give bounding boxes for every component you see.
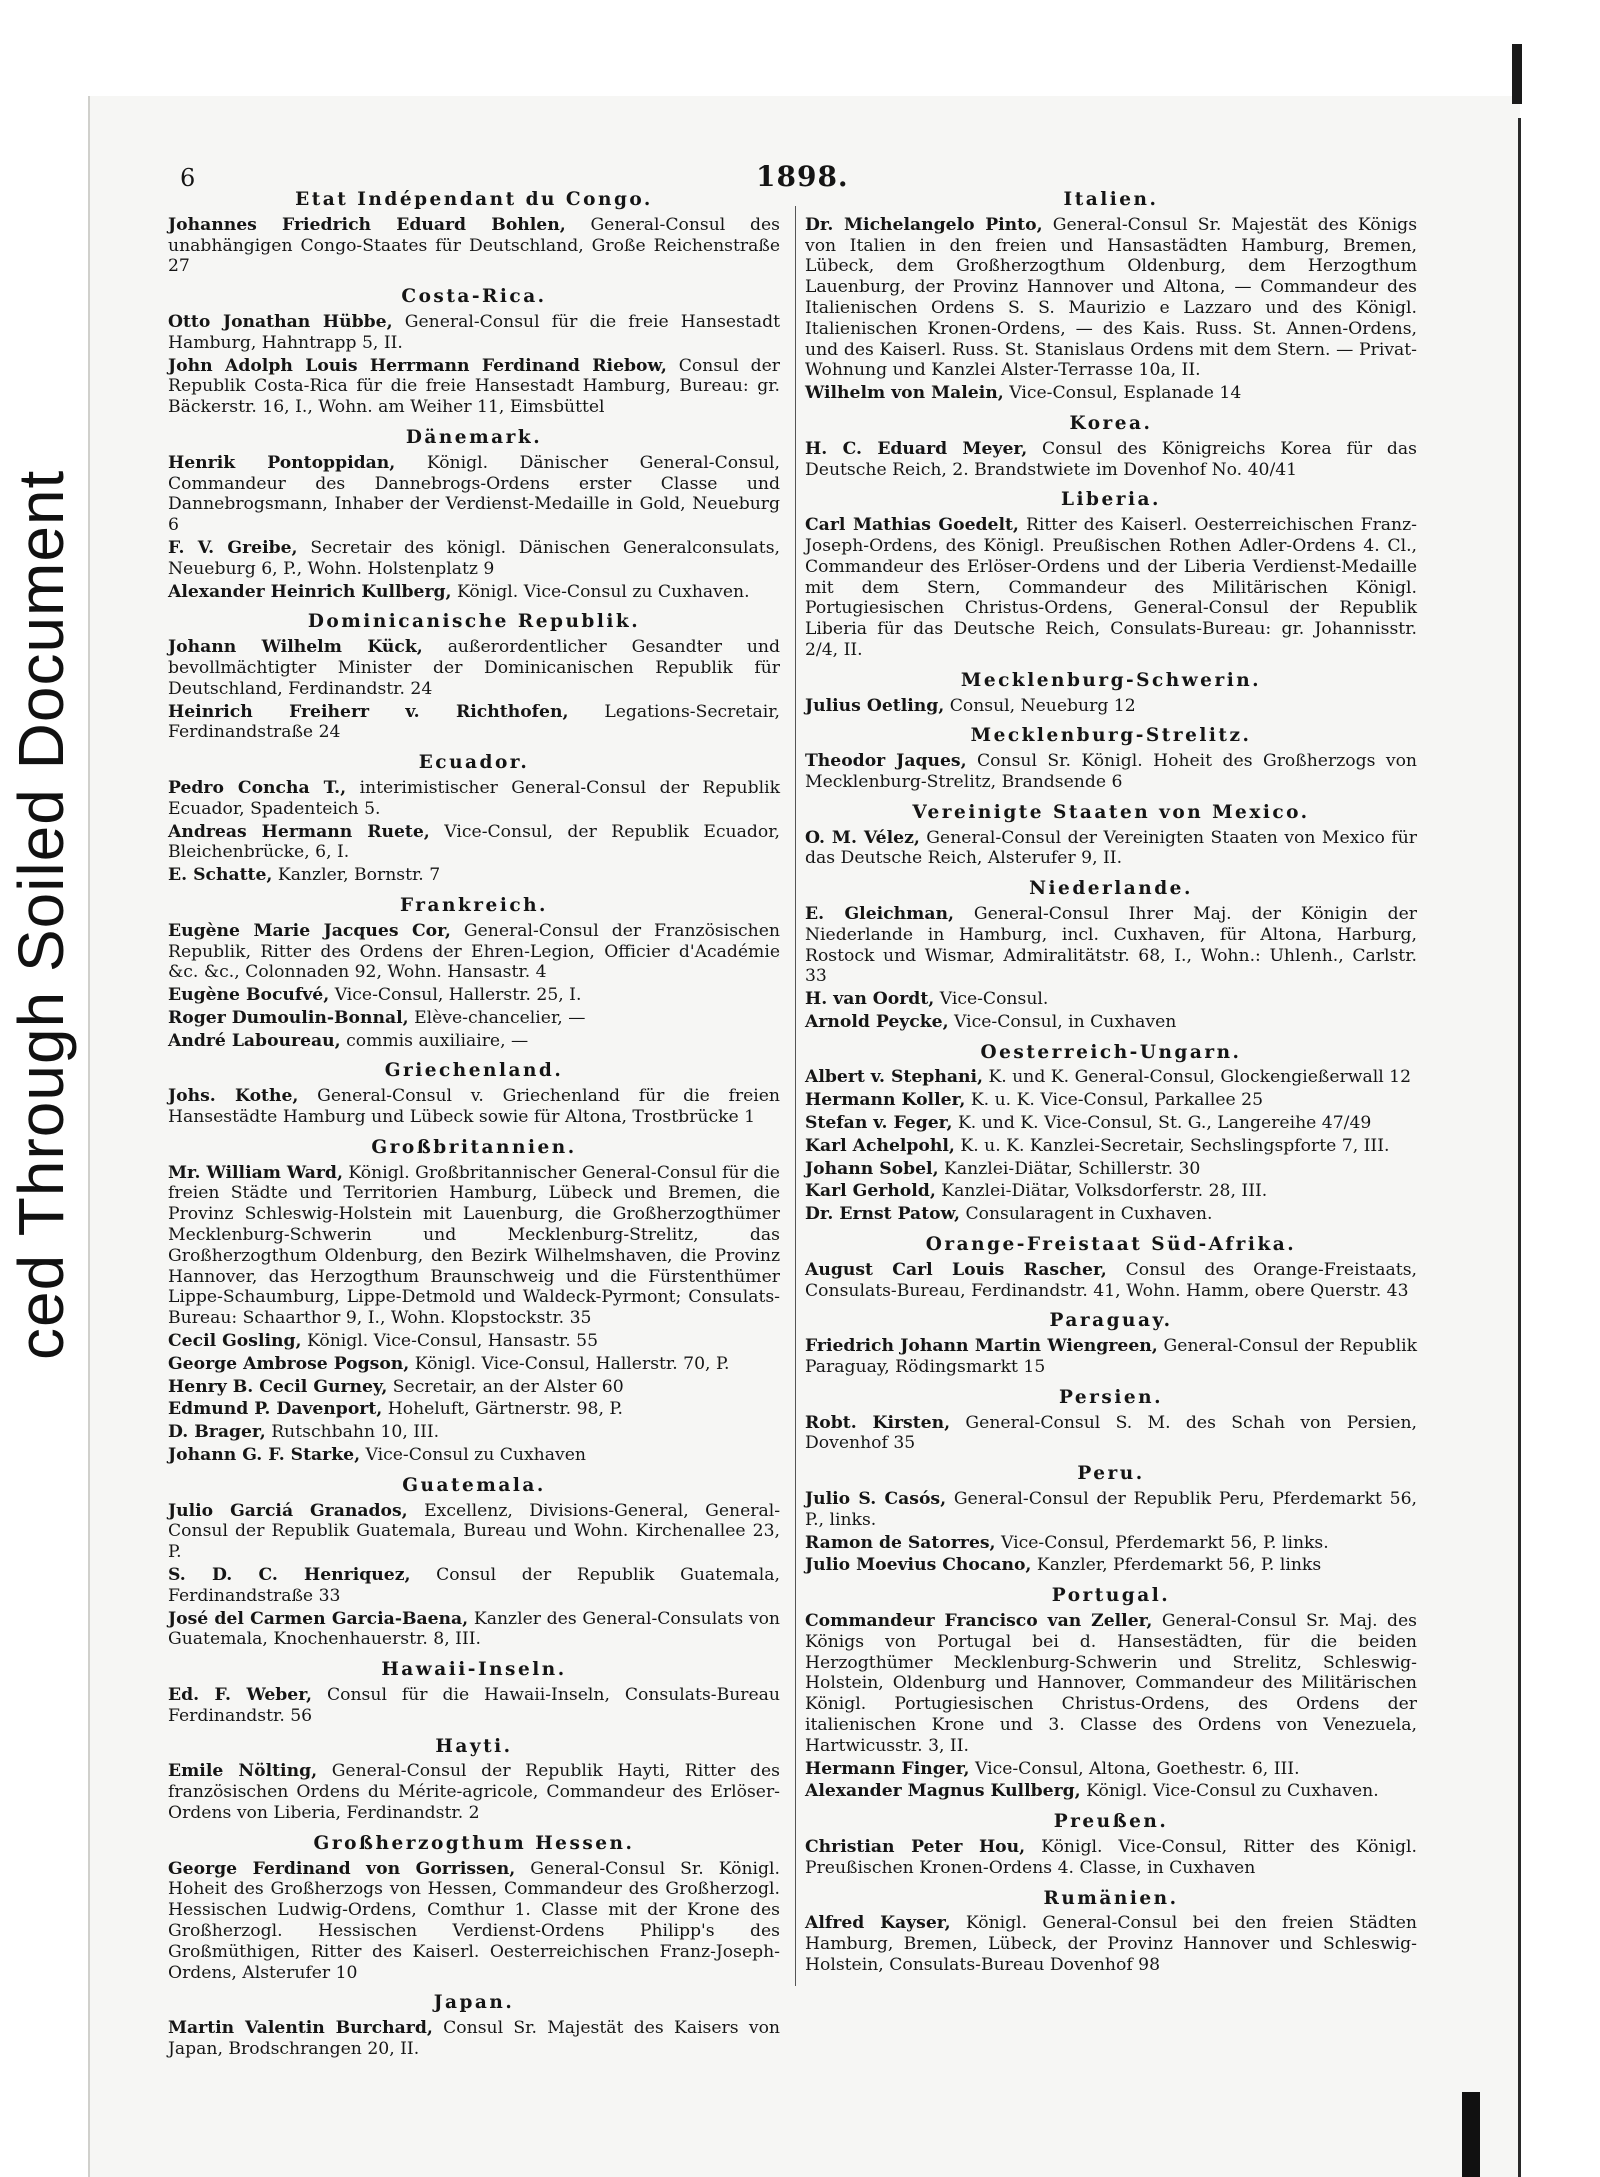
section-heading: Liberia. xyxy=(1061,489,1161,511)
consul-details: K. u. K. Vice-Consul, Parkallee 25 xyxy=(970,1090,1264,1111)
consul-entry xyxy=(805,1067,1417,1088)
section-heading: Niederlande. xyxy=(1029,878,1193,900)
consul-entry xyxy=(168,1354,780,1375)
consul-details: Kanzlei-Diätar, Volksdorferstr. 28, III. xyxy=(941,1181,1268,1202)
consul-name: Pedro Concha T., xyxy=(168,777,347,798)
consul-entry xyxy=(168,1565,780,1607)
consul-details: K. und K. Vice-Consul, St. G., Langereihe 47/49 xyxy=(957,1113,1372,1134)
consul-name: Ramon de Satorres, xyxy=(805,1532,996,1553)
consul-name: E. Gleichman, xyxy=(805,903,954,924)
consul-entry xyxy=(805,1413,1417,1455)
consul-name: Johs. Kothe, xyxy=(168,1086,299,1107)
consul-entry xyxy=(168,1501,780,1563)
consulate-section xyxy=(805,671,1417,717)
consul-entry xyxy=(168,1609,780,1651)
consul-name: E. Schatte, xyxy=(168,865,273,886)
page-year: 1898. xyxy=(756,160,849,193)
consulate-section xyxy=(168,1834,780,1984)
consul-entry xyxy=(805,383,1417,404)
consul-name: Stefan v. Feger, xyxy=(805,1113,953,1134)
section-heading: Italien. xyxy=(1063,189,1159,210)
consul-name: George Ferdinand von Gorrissen, xyxy=(168,1858,516,1879)
consul-details: Kanzler, Pferdemarkt 56, P. links xyxy=(1036,1555,1322,1576)
section-heading: Ecuador. xyxy=(418,752,530,774)
consul-name: Alexander Heinrich Kullberg, xyxy=(168,581,452,602)
consul-entry xyxy=(168,1399,780,1420)
consul-details: Consul der Republik Guatemala, Ferdinandstraße 33 xyxy=(168,1565,781,1606)
consul-details: Ritter des Kaiserl. Oesterreichischen Franz-Joseph-Ordens, des Königl. Preußischen Rothen Adler-Ordens 4. Cl., Commandeur des Erlöser-Ordens und der Liberia Verdienst-Medaille mit dem Stern, Commandeur des Militärischen Königl. Portugiesischen Christus-Ordens, General-Consul der Republik Liberia für das Deutsche Reich, Consulats-Bureau: gr. Johannisstr. 2/4, II. xyxy=(805,515,1417,660)
consul-name: Albert v. Stephani, xyxy=(805,1067,983,1088)
consul-details: Consul Sr. Königl. Hoheit des Großherzogs von Mecklenburg-Strelitz, Brandsende 6 xyxy=(805,751,1417,792)
consul-name: H. C. Eduard Meyer, xyxy=(805,438,1028,459)
consul-details: Vice-Consul. xyxy=(939,989,1049,1010)
consul-details: General-Consul der Republik Peru, Pferdemarkt 56, P., links. xyxy=(805,1489,1417,1530)
consul-details: General-Consul v. Griechenland für die freien Hansestädte Hamburg und Lübeck sowie für Altona, Trostbrücke 1 xyxy=(168,1086,780,1128)
bottom-mark xyxy=(1462,2092,1480,2177)
consul-name: Arnold Peycke, xyxy=(805,1011,949,1032)
consul-entry xyxy=(168,2018,780,2060)
consul-entry xyxy=(805,515,1417,661)
consul-entry xyxy=(168,1331,780,1352)
consul-name: Christian Peter Hou, xyxy=(805,1836,1026,1857)
consul-details: Königl. Vice-Consul, Hansastr. 55 xyxy=(306,1331,599,1352)
section-heading: Korea. xyxy=(1069,412,1153,434)
consul-entry xyxy=(168,985,780,1006)
section-heading: Dominicanische Republik. xyxy=(307,611,641,633)
consul-name: Julius Oetling, xyxy=(805,695,945,716)
consul-details: Vice-Consul, in Cuxhaven xyxy=(954,1011,1177,1032)
consulate-section xyxy=(168,1993,780,2059)
consul-details: commis auxiliaire, — xyxy=(346,1030,529,1051)
section-heading: Großherzogthum Hessen. xyxy=(313,1832,635,1854)
consul-entry xyxy=(805,1336,1417,1378)
section-heading: Peru. xyxy=(1077,1463,1145,1485)
consul-entry xyxy=(168,1445,780,1466)
consulate-section xyxy=(168,753,780,886)
consul-name: George Ambrose Pogson, xyxy=(168,1353,410,1374)
column-rule xyxy=(795,206,796,1986)
consul-details: Vice-Consul, Pferdemarkt 56, P. links. xyxy=(1001,1532,1329,1553)
consul-name: Julio S. Casós, xyxy=(805,1489,947,1510)
consul-name: Dr. Ernst Patow, xyxy=(805,1204,960,1225)
consul-name: Theodor Jaques, xyxy=(805,751,967,772)
consul-name: D. Brager, xyxy=(168,1422,266,1443)
consul-name: Johann Sobel, xyxy=(805,1158,939,1179)
consulate-section xyxy=(168,1737,780,1824)
consul-details: interimistischer General-Consul der Republik Ecuador, Spadenteich 5. xyxy=(168,777,780,819)
consulate-section xyxy=(805,1586,1417,1802)
section-heading: Guatemala. xyxy=(402,1474,546,1496)
consul-entry xyxy=(168,1163,780,1329)
consul-entry xyxy=(168,702,780,744)
section-heading: Mecklenburg-Schwerin. xyxy=(960,669,1262,691)
consul-entry xyxy=(805,989,1417,1010)
consulate-section xyxy=(805,1889,1417,1976)
consul-entry xyxy=(805,751,1417,793)
consul-entry xyxy=(168,453,780,536)
consul-details: Vice-Consul, der Republik Ecuador, Bleichenbrücke, 6, I. xyxy=(168,821,781,863)
consul-details: General-Consul Sr. Königl. Hoheit des Großherzogs von Hessen, Commandeur des Großherzogl. Hessischen Ludwig-Ordens, Comthur 1. Classe mit der Krone des Großherzogl. Hessischen Verdienst-Ordens Philipp's des Großmüthigen, Ritter des Kaiserl. Oesterreichischen Franz-Joseph-Ordens, Alsterufer 10 xyxy=(168,1858,781,1983)
consul-entry xyxy=(168,538,780,580)
consul-name: Commandeur Francisco van Zeller, xyxy=(805,1611,1153,1632)
consul-entry xyxy=(805,1090,1417,1111)
section-heading: Dänemark. xyxy=(405,426,543,448)
consul-entry xyxy=(168,1761,780,1823)
soiled-document-stamp: ced Through Soiled Document xyxy=(5,469,77,1360)
consul-name: H. van Oordt, xyxy=(805,989,935,1010)
consul-name: Karl Gerhold, xyxy=(805,1181,936,1202)
consul-details: Excellenz, Divisions-General, General-Consul der Republik Guatemala, Bureau und Wohn. Kirchenallee 23, P. xyxy=(168,1500,781,1563)
consulate-section xyxy=(168,1476,780,1650)
consul-details: Consul Sr. Majestät des Kaisers von Japan, Brodschrangen 20, II. xyxy=(168,2018,780,2059)
consul-details: General-Consul des unabhängigen Congo-Staates für Deutschland, Große Reichenstraße 27 xyxy=(168,214,780,277)
consul-details: K. und K. General-Consul, Glockengießerwall 12 xyxy=(988,1067,1412,1088)
consul-entry xyxy=(805,1159,1417,1180)
consulate-section xyxy=(168,1138,780,1466)
consul-entry xyxy=(168,1422,780,1443)
consulate-section xyxy=(168,428,780,602)
consul-name: André Laboureau, xyxy=(168,1030,341,1051)
consul-details: Königl. General-Consul bei den freien Städten Hamburg, Bremen, Lübeck, der Provinz Hannover und Schleswig-Holstein, Consulats-Bureau Dovenhof 98 xyxy=(805,1913,1417,1975)
section-heading: Mecklenburg-Strelitz. xyxy=(970,725,1252,747)
section-heading: Etat Indépendant du Congo. xyxy=(295,189,653,210)
consulate-section xyxy=(805,414,1417,480)
section-heading: Vereinigte Staaten von Mexico. xyxy=(912,801,1310,823)
consul-name: Martin Valentin Burchard, xyxy=(168,2018,433,2039)
consul-details: Königl. Vice-Consul zu Cuxhaven. xyxy=(457,581,750,602)
consul-details: Consul, Neueburg 12 xyxy=(949,695,1136,716)
consul-entry xyxy=(168,865,780,886)
consul-entry xyxy=(168,822,780,864)
consul-name: Roger Dumoulin-Bonnal, xyxy=(168,1007,409,1028)
consul-entry xyxy=(168,312,780,354)
consulate-section xyxy=(805,1388,1417,1454)
consul-name: Mr. William Ward, xyxy=(168,1162,343,1183)
consul-details: Consul der Republik Costa-Rica für die freie Hansestadt Hamburg, Bureau: gr. Bäckerstr. 16, I., Wohn. am Weiher 11, Eimsbüttel xyxy=(168,355,780,418)
consulate-section xyxy=(805,803,1417,869)
consulate-section xyxy=(805,190,1417,404)
consulate-section xyxy=(168,190,780,277)
consul-details: General-Consul der Vereinigten Staaten von Mexico für das Deutsche Reich, Alsterufer 9, II. xyxy=(805,827,1417,869)
consul-entry xyxy=(805,1555,1417,1576)
page-edge xyxy=(1518,118,1521,2177)
consul-details: Kanzler, Bornstr. 7 xyxy=(277,865,441,886)
consul-details: Vice-Consul zu Cuxhaven xyxy=(365,1445,586,1466)
section-heading: Paraguay. xyxy=(1049,1310,1173,1332)
consul-details: Consul für die Hawaii-Inseln, Consulats-Bureau Ferdinandstr. 56 xyxy=(168,1685,780,1726)
consul-entry xyxy=(805,1260,1417,1302)
consul-details: Rutschbahn 10, III. xyxy=(271,1422,440,1443)
consul-details: General-Consul Sr. Majestät des Königs von Italien in den freien und Hansastädten Hamburg, Bremen, Lübeck, dem Großherzogthum Oldenburg, dem Herzogthum Lauenburg, der Provinz Hannover und Altona, — Commandeur des Italienischen Ordens S. S. Maurizio e Lazzaro und des Königl. Italienischen Kronen-Ordens, — des Kais. Russ. St. Annen-Ordens, und des Kaiserl. Russ. St. Stanislaus Ordens mit dem Stern. — Privat-Wohnung und Kanzlei Alster-Terrasse 10a, II. xyxy=(805,214,1418,381)
consul-details: Secretair, an der Alster 60 xyxy=(392,1376,624,1397)
consul-entry xyxy=(805,1611,1417,1757)
consul-name: Johann Wilhelm Kück, xyxy=(168,637,423,658)
consul-details: Vice-Consul, Hallerstr. 25, I. xyxy=(334,985,582,1006)
consul-details: Königl. Vice-Consul zu Cuxhaven. xyxy=(1086,1781,1379,1802)
consul-name: John Adolph Louis Herrmann Ferdinand Riebow, xyxy=(168,355,667,376)
consul-name: Alfred Kayser, xyxy=(805,1913,951,1934)
consul-details: Consul des Orange-Freistaats, Consulats-Bureau, Ferdinandstr. 41, Wohn. Hamm, obere Querstr. 43 xyxy=(805,1259,1417,1301)
consul-name: Karl Achelpohl, xyxy=(805,1135,955,1156)
consul-name: August Carl Louis Rascher, xyxy=(805,1259,1107,1280)
consulate-section xyxy=(168,612,780,743)
consul-entry xyxy=(805,1781,1417,1802)
consul-name: Dr. Michelangelo Pinto, xyxy=(805,214,1043,235)
consul-entry xyxy=(805,1837,1417,1879)
consulate-section xyxy=(168,287,780,418)
consul-details: Königl. Vice-Consul, Ritter des Königl. Preußischen Kronen-Ordens 4. Classe, in Cuxhaven xyxy=(805,1836,1417,1878)
consul-details: Consularagent in Cuxhaven. xyxy=(965,1204,1213,1225)
consul-entry xyxy=(805,828,1417,870)
consul-details: Kanzler des General-Consulats von Guatemala, Knochenhauerstr. 8, III. xyxy=(168,1608,781,1650)
consul-entry xyxy=(805,1759,1417,1780)
consul-details: General-Consul Ihrer Maj. der Königin der Niederlande in Hamburg, incl. Cuxhaven, für Altona, Harburg, Rostock und Wismar, Admiralitätstr. 68, I., Wohn.: Uhlenh., Carlstr. 33 xyxy=(805,903,1417,987)
consul-name: Edmund P. Davenport, xyxy=(168,1399,383,1420)
consulate-section xyxy=(168,1061,780,1127)
consul-details: Hoheluft, Gärtnerstr. 98, P. xyxy=(387,1399,623,1420)
section-heading: Portugal. xyxy=(1051,1585,1171,1607)
consul-name: Alexander Magnus Kullberg, xyxy=(805,1781,1081,1802)
consul-details: Consul des Königreichs Korea für das Deutsche Reich, 2. Brandstwiete im Dovenhof No. 40/41 xyxy=(805,438,1418,480)
consul-details: General-Consul der Französischen Republik, Ritter des Ordens der Ehren-Legion, Officier d'Académie &c. &c., Colonnaden 92, Wohn. Hansastr. 4 xyxy=(168,920,780,983)
page-number: 6 xyxy=(180,164,196,192)
consul-details: Königl. Großbritannischer General-Consul für die freien Städte und Territorien Hamburg, Lübeck und Bremen, die Provinz Schleswig-Holstein mit Lauenburg, die Großherzogthümer Mecklenburg-Schwerin und Mecklenburg-Strelitz, das Großherzogthum Oldenburg, den Bezirk Wilhelmshaven, die Provinz Hannover, das Herzogthum Braunschweig und die Fürstenthümer Lippe-Schaumburg, Lippe-Detmold und Waldeck-Pyrmont; Consulats-Bureau: Schaarthor 9, I., Wohn. Klopstockstr. 35 xyxy=(168,1162,780,1329)
consul-entry xyxy=(805,439,1417,481)
consul-name: Carl Mathias Goedelt, xyxy=(805,515,1019,536)
consul-details: General-Consul Sr. Maj. des Königs von Portugal bei d. Hansestädten, für die beiden Herzogthümer Mecklenburg-Schwerin und Strelitz, Schleswig-Holstein, Oldenburg und Hannover, Commandeur des Militärischen Königl. Portugiesischen Christus-Ordens, des Ordens der italienischen Krone und 3. Classe des Ordens von Venezuela, Hartwicusstr. 3, II. xyxy=(805,1611,1418,1756)
consul-entry xyxy=(168,1685,780,1727)
corner-mark xyxy=(1512,44,1522,104)
consul-name: Henry B. Cecil Gurney, xyxy=(168,1376,388,1397)
consul-name: Cecil Gosling, xyxy=(168,1331,302,1352)
consul-entry xyxy=(168,356,780,418)
consul-details: General-Consul S. M. des Schah von Persien, Dovenhof 35 xyxy=(805,1412,1417,1454)
consul-entry xyxy=(805,1913,1417,1975)
section-heading: Hawaii-Inseln. xyxy=(381,1659,567,1681)
section-heading: Orange-Freistaat Süd-Afrika. xyxy=(925,1234,1297,1256)
consulate-section xyxy=(805,1812,1417,1878)
consul-name: F. V. Greibe, xyxy=(168,537,298,558)
consul-details: Vice-Consul, Esplanade 14 xyxy=(1009,383,1242,404)
section-heading: Hayti. xyxy=(435,1735,513,1757)
consul-name: José del Carmen Garcia-Baena, xyxy=(168,1608,469,1629)
section-heading: Oesterreich-Ungarn. xyxy=(980,1041,1242,1063)
consul-entry xyxy=(805,1113,1417,1134)
consul-name: Wilhelm von Malein, xyxy=(805,383,1004,404)
section-heading: Persien. xyxy=(1058,1386,1164,1408)
consul-name: Hermann Finger, xyxy=(805,1758,970,1779)
consul-name: Friedrich Johann Martin Wiengreen, xyxy=(805,1336,1158,1357)
consulate-section xyxy=(805,1043,1417,1225)
consulate-section xyxy=(168,1660,780,1726)
consul-entry xyxy=(805,1204,1417,1225)
section-heading: Frankreich. xyxy=(399,894,548,916)
consul-entry xyxy=(805,1012,1417,1033)
consul-name: Andreas Hermann Ruete, xyxy=(168,821,430,842)
section-heading: Japan. xyxy=(433,1992,515,2014)
consul-details: Königl. Dänischer General-Consul, Commandeur des Dannebrogs-Ordens erster Classe und Dannebrogsmann, Inhaber der Verdienst-Medaille in Gold, Neueburg 6 xyxy=(168,452,780,536)
consul-entry xyxy=(805,1136,1417,1157)
consul-name: Heinrich Freiherr v. Richthofen, xyxy=(168,701,569,722)
consulate-section xyxy=(168,896,780,1052)
consul-name: Julio Moevius Chocano, xyxy=(805,1555,1032,1576)
consul-entry xyxy=(168,582,780,603)
consul-entry xyxy=(805,696,1417,717)
consul-details: K. u. K. Kanzlei-Secretair, Sechslingspforte 7, III. xyxy=(960,1135,1390,1156)
consul-details: Elève-chancelier, — xyxy=(414,1007,586,1028)
section-heading: Großbritannien. xyxy=(371,1136,577,1158)
section-heading: Rumänien. xyxy=(1043,1887,1179,1909)
consul-entry xyxy=(805,1533,1417,1554)
consul-details: Secretair des königl. Dänischen Generalconsulats, Neueburg 6, P., Wohn. Holstenplatz 9 xyxy=(168,537,780,579)
section-heading: Griechenland. xyxy=(384,1060,564,1082)
left-column xyxy=(168,190,780,2062)
consul-name: Johannes Friedrich Eduard Bohlen, xyxy=(168,214,566,235)
consul-name: Johann G. F. Starke, xyxy=(168,1445,361,1466)
consul-name: Hermann Koller, xyxy=(805,1090,966,1111)
consul-details: Kanzlei-Diätar, Schillerstr. 30 xyxy=(944,1158,1201,1179)
consul-entry xyxy=(168,1008,780,1029)
consul-entry xyxy=(168,1859,780,1984)
consul-name: Eugène Bocufvé, xyxy=(168,985,330,1006)
consul-entry xyxy=(805,1489,1417,1531)
consul-entry xyxy=(168,921,780,983)
consul-details: General-Consul der Republik Paraguay, Rödingsmarkt 15 xyxy=(805,1336,1417,1378)
section-heading: Preußen. xyxy=(1053,1811,1169,1833)
consul-entry xyxy=(168,1377,780,1398)
consul-entry xyxy=(168,778,780,820)
consul-entry xyxy=(805,215,1417,381)
consul-details: General-Consul der Republik Hayti, Ritter des französischen Ordens du Mérite-agricole, Commandeur des Erlöser-Ordens von Liberia, Ferdinandstr. 2 xyxy=(168,1761,780,1823)
consulate-section xyxy=(805,1464,1417,1576)
right-column xyxy=(805,190,1417,1978)
consul-name: Robt. Kirsten, xyxy=(805,1412,951,1433)
consul-details: außerordentlicher Gesandter und bevollmächtigter Minister der Dominicanischen Republik für Deutschland, Ferdinandstr. 24 xyxy=(168,637,780,699)
consul-details: Legations-Secretair, Ferdinandstraße 24 xyxy=(168,701,780,743)
consul-entry xyxy=(168,637,780,699)
consul-name: Eugène Marie Jacques Cor, xyxy=(168,920,451,941)
section-heading: Costa-Rica. xyxy=(401,286,547,308)
consul-details: Königl. Vice-Consul, Hallerstr. 70, P. xyxy=(414,1353,730,1374)
consul-entry xyxy=(168,215,780,277)
consul-details: General-Consul für die freie Hansestadt Hamburg, Hahntrapp 5, II. xyxy=(168,311,780,353)
consulate-section xyxy=(805,879,1417,1033)
consul-entry xyxy=(168,1086,780,1128)
consul-name: Henrik Pontoppidan, xyxy=(168,452,396,473)
consul-name: O. M. Vélez, xyxy=(805,827,920,848)
consul-details: Vice-Consul, Altona, Goethestr. 6, III. xyxy=(974,1758,1300,1779)
consul-name: Ed. F. Weber, xyxy=(168,1685,313,1705)
consul-name: Otto Jonathan Hübbe, xyxy=(168,311,393,332)
consulate-section xyxy=(805,1311,1417,1377)
consul-name: Julio Garciá Granados, xyxy=(168,1500,408,1521)
consulate-section xyxy=(805,490,1417,660)
consul-entry xyxy=(805,904,1417,987)
consul-entry xyxy=(168,1031,780,1052)
consulate-section xyxy=(805,1235,1417,1301)
consulate-section xyxy=(805,726,1417,792)
consul-name: Emile Nölting, xyxy=(168,1761,318,1782)
consul-name: S. D. C. Henriquez, xyxy=(168,1565,411,1586)
consul-entry xyxy=(805,1181,1417,1202)
